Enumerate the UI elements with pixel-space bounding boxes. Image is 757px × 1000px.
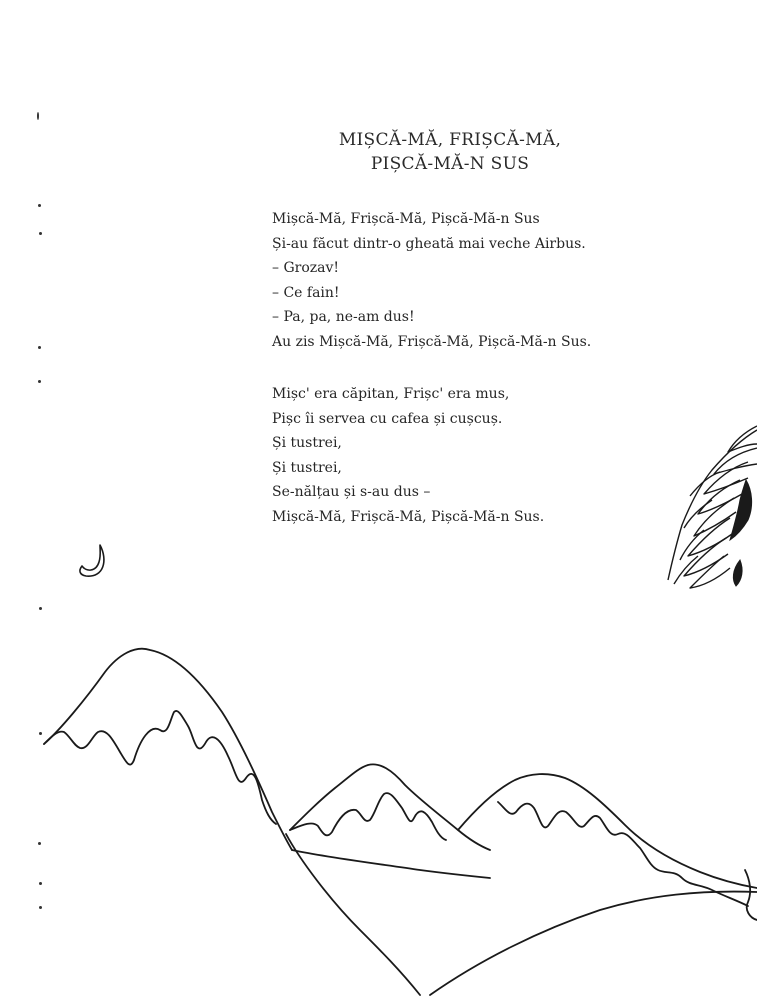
verse-line: Se-nălțau și s-au dus – xyxy=(272,484,431,501)
poem-title-line-2: PIȘCĂ-MĂ-N SUS xyxy=(370,154,530,174)
verse-line: – Ce fain! xyxy=(272,284,340,301)
crescent-moon-icon xyxy=(80,545,104,576)
verse-line: Și tustrei, xyxy=(272,435,342,452)
verse-line: Au zis Mișcă-Mă, Frișcă-Mă, Pișcă-Mă-n Sus. xyxy=(272,333,592,350)
verse-line: – Pa, pa, ne-am dus! xyxy=(272,309,415,326)
dark-leaf-icon xyxy=(733,560,742,586)
mountains-drawing xyxy=(44,649,757,995)
verse-line: Și tustrei, xyxy=(272,459,342,476)
dark-leaf-icon xyxy=(730,480,752,540)
poem-title-line-1: MIȘCĂ-MĂ, FRIȘCĂ-MĂ, xyxy=(338,130,562,150)
verse-line: Și-au făcut dintr-o gheată mai veche Airbus. xyxy=(272,235,586,252)
verse-line: Mișcă-Mă, Frișcă-Mă, Pișcă-Mă-n Sus xyxy=(272,211,540,227)
verse-line: Mișc' era căpitan, Frișc' era mus, xyxy=(272,386,510,402)
verse-line: Pișc îi servea cu cafea și cușcuș. xyxy=(272,410,503,427)
verse-line: – Grozav! xyxy=(272,260,340,277)
verse-line: Mișcă-Mă, Frișcă-Mă, Pișcă-Mă-n Sus. xyxy=(272,508,545,525)
